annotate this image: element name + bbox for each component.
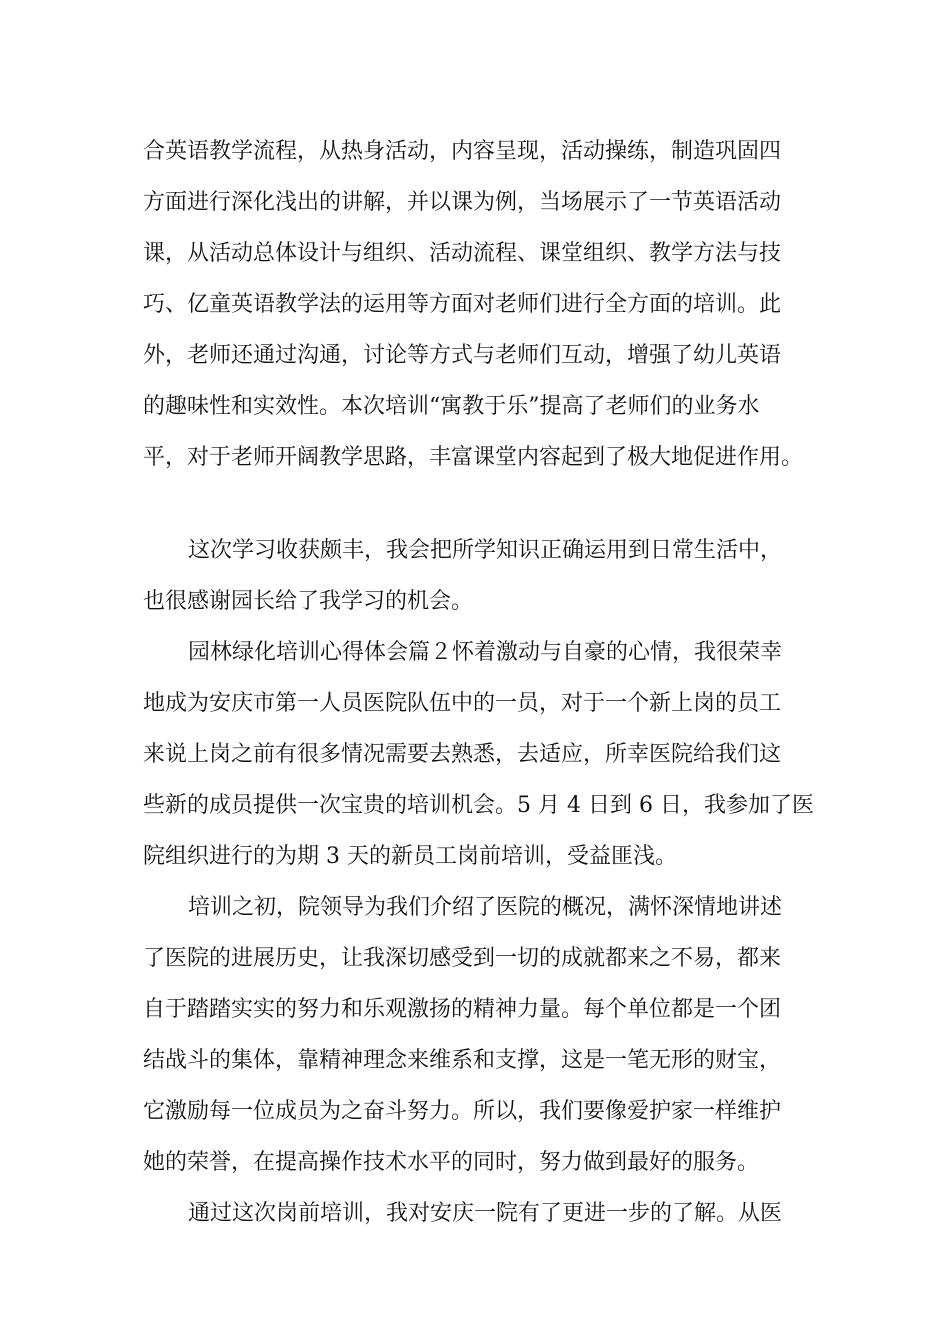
text-line: 合英语教学流程，从热身活动，内容呈现，活动操练，制造巩固四 bbox=[143, 139, 782, 164]
text-line: 来说上岗之前有很多情况需要去熟悉，去适应，所幸医院给我们这 bbox=[143, 742, 782, 767]
paragraph bbox=[143, 882, 823, 1188]
text-line: 她的荣誉，在提高操作技术水平的同时，努力做到最好的服务。 bbox=[143, 1150, 760, 1175]
text-line: 它激励每一位成员为之奋斗努力。所以，我们要像爱护家一样维护 bbox=[143, 1099, 782, 1124]
text-line: 通过这次岗前培训，我对安庆一院有了更进一步的了解。从医 bbox=[188, 1201, 783, 1226]
text-line: 的趣味性和实效性。本次培训“寓教于乐”提高了老师们的业务水 bbox=[143, 394, 760, 419]
text-line: 巧、亿童英语教学法的运用等方面对老师们进行全方面的培训。此 bbox=[143, 292, 782, 317]
text-line: 也很感谢园长给了我学习的机会。 bbox=[143, 589, 474, 614]
text-line: 园林绿化培训心得体会篇２怀着激动与自豪的心情，我很荣幸 bbox=[188, 640, 783, 665]
document-text-bottom bbox=[143, 525, 823, 1239]
paragraph bbox=[143, 1188, 823, 1239]
document-text-top bbox=[143, 126, 823, 483]
text-line: 了医院的进展历史，让我深切感受到一切的成就都来之不易，都来 bbox=[143, 946, 782, 971]
text-line: 培训之初，院领导为我们介绍了医院的概况，满怀深情地讲述 bbox=[188, 895, 783, 920]
paragraph bbox=[143, 627, 823, 882]
text-line: 院组织进行的为期 3 天的新员工岗前培训，受益匪浅。 bbox=[143, 844, 677, 869]
paragraph bbox=[143, 126, 823, 483]
text-line: 课，从活动总体设计与组织、活动流程、课堂组织、教学方法与技 bbox=[143, 241, 782, 266]
text-line: 这次学习收获颇丰，我会把所学知识正确运用到日常生活中， bbox=[188, 538, 783, 563]
text-line: 外，老师还通过沟通，讨论等方式与老师们互动，增强了幼儿英语 bbox=[143, 343, 782, 368]
text-line: 地成为安庆市第一人员医院队伍中的一员，对于一个新上岗的员工 bbox=[143, 691, 782, 716]
text-line: 方面进行深化浅出的讲解，并以课为例，当场展示了一节英语活动 bbox=[143, 190, 782, 215]
text-line: 自于踏踏实实的努力和乐观激扬的精神力量。每个单位都是一个团 bbox=[143, 997, 782, 1022]
text-line: 些新的成员提供一次宝贵的培训机会。5 月 4 日到 6 日，我参加了医 bbox=[143, 793, 814, 818]
text-line: 平，对于老师开阔教学思路，丰富课堂内容起到了极大地促进作用。 bbox=[143, 445, 804, 470]
text-line: 结战斗的集体，靠精神理念来维系和支撑，这是一笔无形的财宝， bbox=[143, 1048, 782, 1073]
paragraph bbox=[143, 525, 823, 627]
